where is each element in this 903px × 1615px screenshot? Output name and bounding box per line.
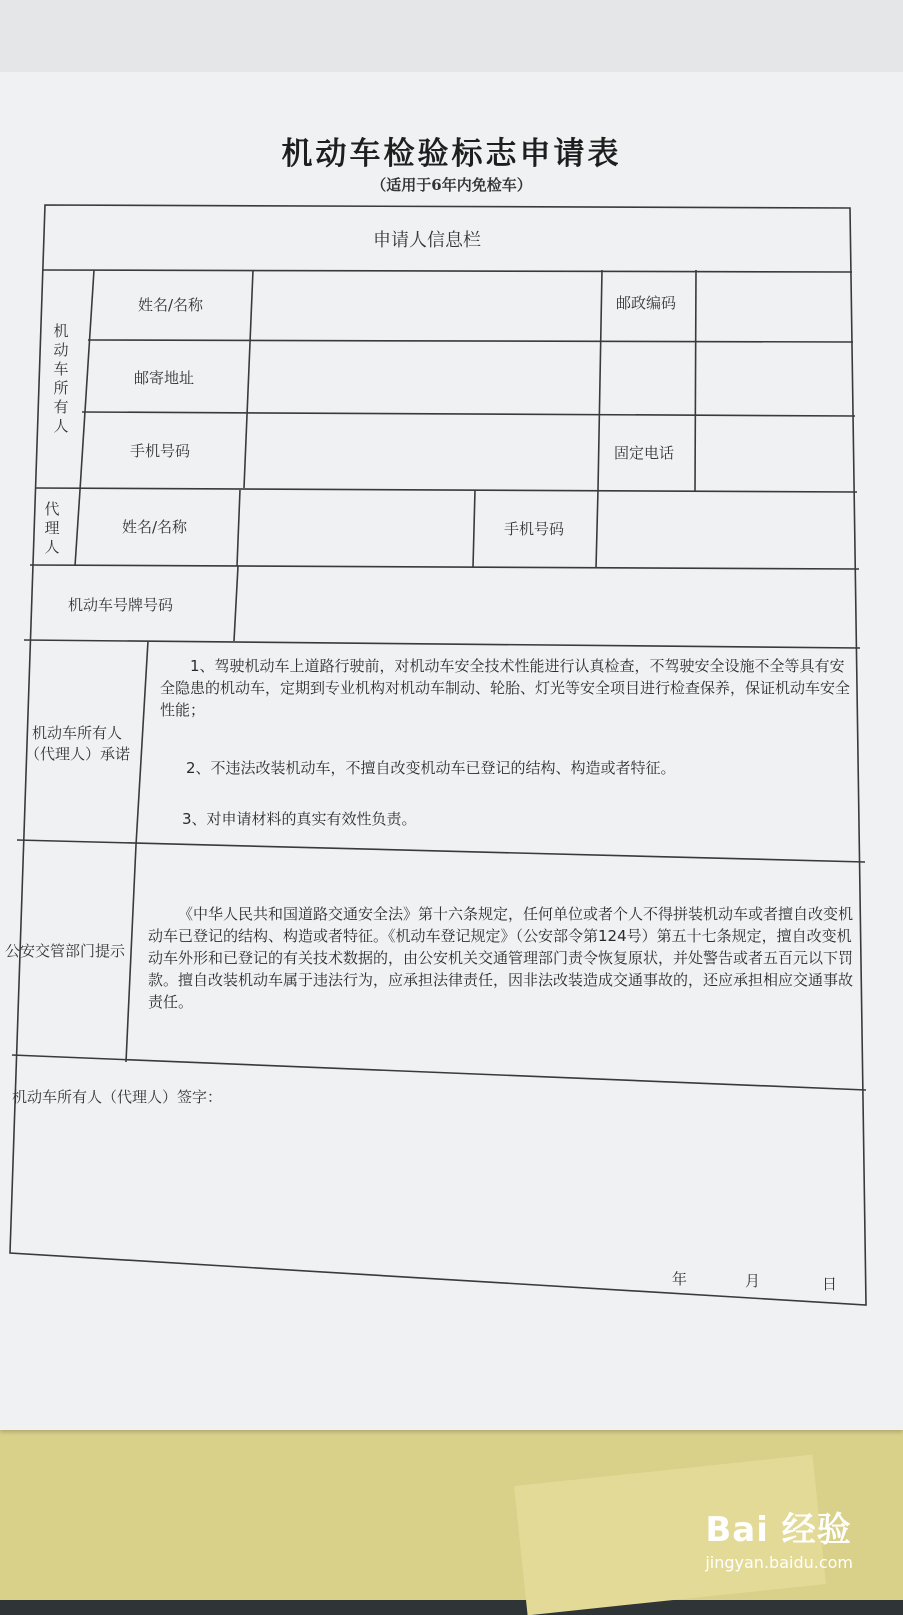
section-header: 申请人信息栏 bbox=[373, 230, 481, 251]
date-year-label: 年 bbox=[672, 1270, 688, 1288]
landline-label: 固定电话 bbox=[614, 444, 675, 462]
address-label: 邮寄地址 bbox=[134, 369, 195, 387]
watermark-url: jingyan.baidu.com bbox=[705, 1553, 853, 1572]
top-paper-edge bbox=[0, 0, 903, 72]
owner-name-label: 姓名/名称 bbox=[138, 296, 204, 314]
promise-label-line1: 机动车所有人 bbox=[31, 724, 122, 742]
agent-mobile-label: 手机号码 bbox=[504, 520, 565, 538]
date-month-label: 月 bbox=[745, 1272, 761, 1290]
promise-item-2: 2、不违法改装机动车，不擅自改变机动车已登记的结构、构造或者特征。 bbox=[186, 759, 676, 777]
agent-group-label: 代理人 bbox=[44, 500, 60, 556]
postcode-label: 邮政编码 bbox=[616, 294, 677, 312]
baidu-jingyan-watermark bbox=[705, 1502, 853, 1572]
agent-name-label: 姓名/名称 bbox=[122, 518, 188, 536]
signature-label: 机动车所有人（代理人）签字： bbox=[12, 1088, 223, 1106]
notice-label: 公安交管部门提示 bbox=[5, 942, 126, 960]
application-form bbox=[0, 200, 903, 1320]
promise-item-1: 1、驾驶机动车上道路行驶前，对机动车安全技术性能进行认真检查，不驾驶安全设施不全等具有安全隐患的机动车，定期到专业机构对机动车制动、轮胎、灯光等安全项目进行检查保养，保证机动车安全性能； bbox=[160, 657, 851, 719]
watermark-brand: Bai 经验 bbox=[705, 1510, 852, 1550]
form-subtitle: （适用于6年内免检车） bbox=[371, 176, 532, 194]
date-day-label: 日 bbox=[822, 1275, 838, 1293]
mobile-label: 手机号码 bbox=[130, 442, 191, 460]
notice-text: 《中华人民共和国道路交通安全法》第十六条规定，任何单位或者个人不得拼装机动车或者擅自改变机动车已登记的结构、构造或者特征。《机动车登记规定》（公安部令第124号）第五十七条规定，擅自改变机动车外形和已登记的有关技术数据的，由公安机关交通管理部门责令恢复原状，并处警告或者五百元以下罚款。擅自改装机动车属于违法行为，应承担法律责任，因非法改装造成交通事故的，还应承担相应交通事故责任。 bbox=[148, 905, 854, 1011]
owner-group-label: 机动车所有人 bbox=[53, 322, 69, 435]
form-title: 机动车检验标志申请表 bbox=[281, 136, 622, 172]
plate-label: 机动车号牌号码 bbox=[68, 596, 174, 614]
promise-item-3: 3、对申请材料的真实有效性负责。 bbox=[182, 810, 417, 828]
promise-label-line2: （代理人）承诺 bbox=[24, 745, 130, 763]
